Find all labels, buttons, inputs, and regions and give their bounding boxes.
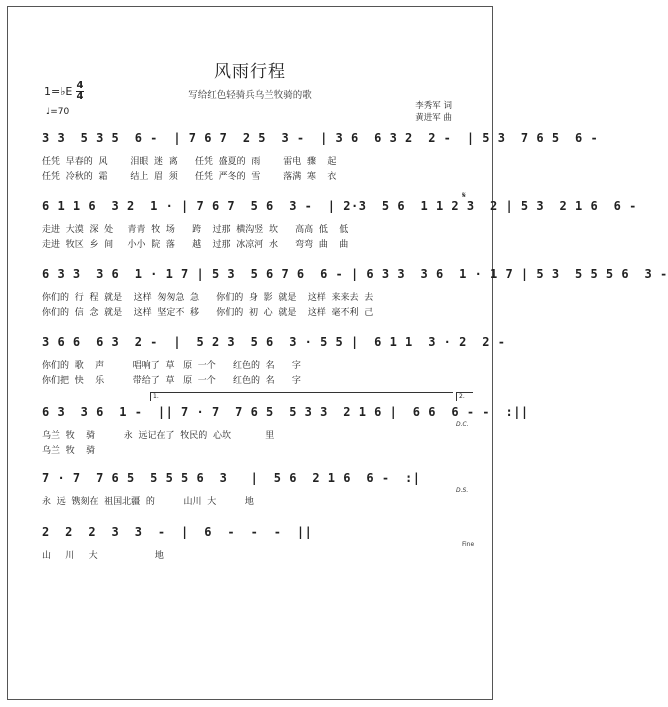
lyric-verse-2: 任凭 冷秋的 霜 结上 眉 须 任凭 严冬的 雪 落满 寒 衣 <box>42 172 337 182</box>
notation-line: 3 3 5 3 5 6 - | 7 6 7 2 5 3 - | 3 6 6 3 2 2 - | 5 3 7 6 5 6 - <box>42 131 599 145</box>
segno-mark: 𝄋 <box>462 191 466 201</box>
song-title: 风雨行程 <box>214 62 286 82</box>
dc-marking: D.C. <box>456 421 469 428</box>
lyric-verse-1: 任凭 早春的 风 泪眼 迷 离 任凭 盛夏的 雨 雷电 骤 起 <box>42 157 337 167</box>
lyric-verse-2: 你们的 信 念 就是 这样 坚定不 移 你们的 初 心 就是 这样 毫不利 己 <box>42 308 374 318</box>
notation-line: 6 3 3 6 1 - || 7 · 7 7 6 5 5 3 3 2 1 6 | 6 6 6 - - :|| <box>42 405 529 419</box>
notation-line: 7 · 7 7 6 5 5 5 5 6 3 | 5 6 2 1 6 6 - :| <box>42 471 421 485</box>
notation-line: 6 3 3 3 6 1 · 1 7 | 5 3 5 6 7 6 6 - | 6 3 3 3 6 1 · 1 7 | 5 3 5 5 5 6 3 - <box>42 267 668 281</box>
lyric-verse-2: 走进 牧区 乡 间 小小 院 落 越 过那 冰凉河 水 弯弯 曲 曲 <box>42 240 349 250</box>
first-ending-bracket: 1. <box>150 392 453 401</box>
notation-line: 2 2 2 3 3 - | 6 - - - || <box>42 525 313 539</box>
lyric-verse-1: 你们的 行 程 就是 这样 匆匆急 急 你们的 身 影 就是 这样 来来去 去 <box>42 293 374 303</box>
time-signature: 4 4 <box>76 80 84 102</box>
lyricist: 李秀军 词 <box>415 101 452 111</box>
lyric-verse-1: 永 远 镌刻在 祖国北疆 的 山川 大 地 <box>42 497 254 507</box>
key-signature: 1=♭E <box>44 85 73 98</box>
lyric-verse-1: 乌兰 牧 骑 永 远记在了 牧民的 心坎 里 <box>42 431 275 441</box>
lyric-verse-2: 乌兰 牧 骑 <box>42 446 96 456</box>
score-page <box>7 6 668 700</box>
notation-line: 6 1 1 6 3 2 1 · | 7 6 7 5 6 3 - | 2·3 5 6 1 1 2 3 2 | 5 3 2 1 6 6 - <box>42 199 637 213</box>
lyric-verse-2: 你们把 快 乐 带给了 草 原 一个 红色的 名 字 <box>42 376 301 386</box>
composer: 黄进军 曲 <box>415 113 452 123</box>
fine-marking: Fine <box>462 541 475 548</box>
song-subtitle: 写给红色轻骑兵乌兰牧骑的歌 <box>188 90 312 101</box>
lyric-verse-1: 山 川 大 地 <box>42 551 164 561</box>
tempo-marking: ♩=70 <box>46 107 70 117</box>
ds-marking: D.S. <box>456 487 469 494</box>
notation-line: 3 6 6 6 3 2 - | 5 2 3 5 6 3 · 5 5 | 6 1 1 3 · 2 2 - <box>42 335 506 349</box>
second-ending-bracket: 2. <box>456 392 473 401</box>
lyric-verse-1: 走进 大漠 深 处 青青 牧 场 跨 过那 横沟竖 坎 高高 低 低 <box>42 225 349 235</box>
lyric-verse-1: 你们的 歌 声 唱响了 草 原 一个 红色的 名 字 <box>42 361 301 371</box>
